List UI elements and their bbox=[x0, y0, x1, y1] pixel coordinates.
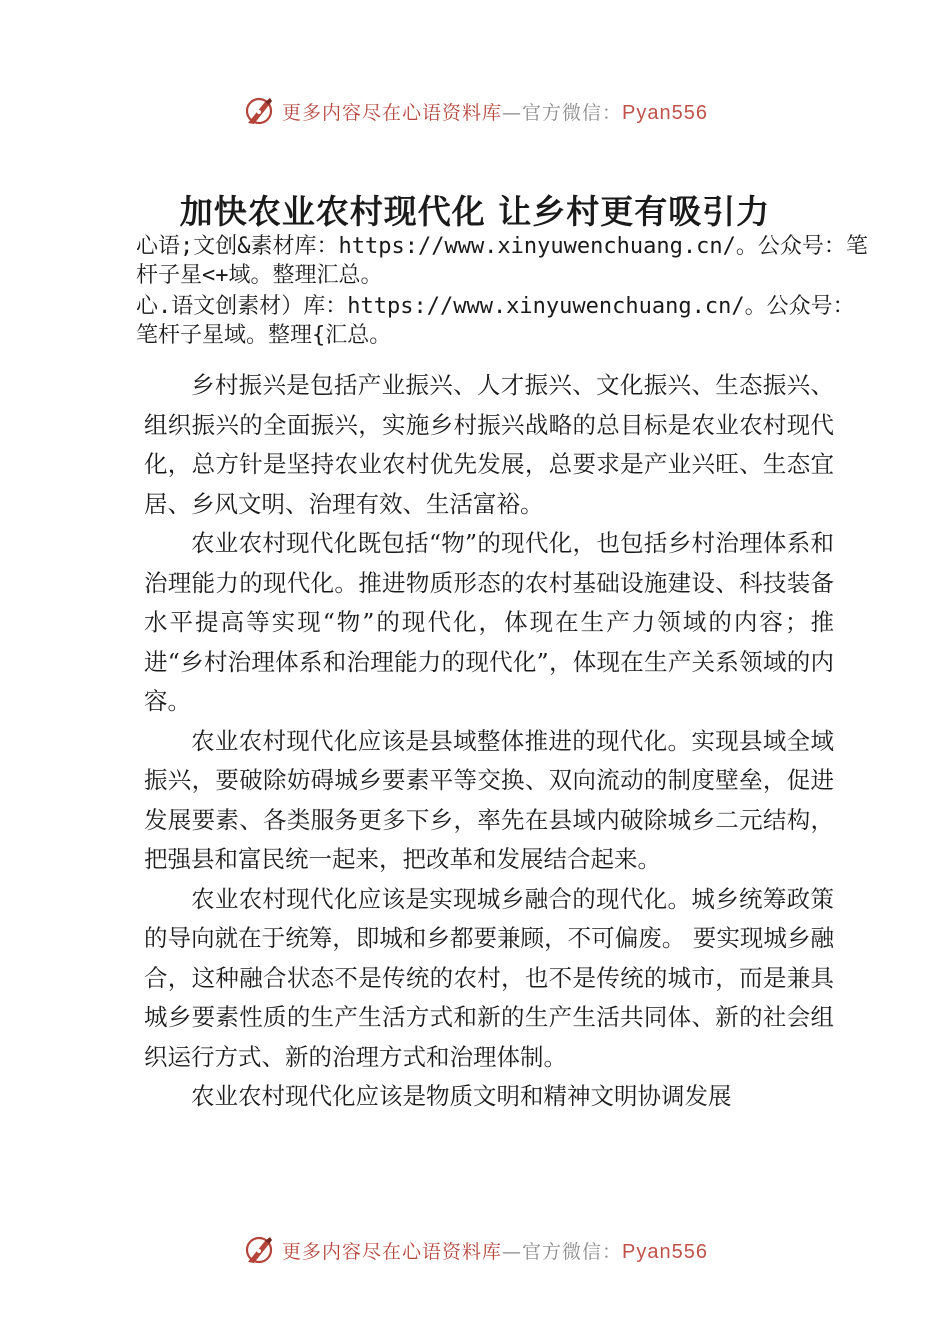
body-paragraph: 农业农村现代化应该是实现城乡融合的现代化。城乡统筹政策的导向就在于统筹，即城和乡都要兼顾，不可偏废。 要实现城乡融合，这种融合状态不是传统的农村，也不是传统的城市，而是兼具城乡要素性质的生产生活方式和新的生产生活共同体、新的社会组织运行方式、新的治理方式和治理体制。 bbox=[144, 884, 834, 1071]
pen-nib-circle-icon bbox=[242, 94, 276, 128]
banner-separator: — bbox=[502, 101, 523, 124]
document-body bbox=[144, 366, 834, 1117]
banner-wechat-label: 官方微信： bbox=[522, 1240, 623, 1263]
body-paragraph: 农业农村现代化既包括“物”的现代化，也包括乡村治理体系和治理能力的现代化。推进物质形态的农村基础设施建设、科技装备水平提高等实现“物”的现代化，体现在生产力领域的内容；推进“乡村治理体系和治理能力的现代化”，体现在生产关系领域的内容。 bbox=[144, 529, 834, 715]
footer-banner bbox=[0, 1233, 950, 1267]
banner-wechat-label: 官方微信： bbox=[522, 101, 623, 124]
banner-text bbox=[282, 98, 708, 125]
banner-text bbox=[282, 1237, 708, 1264]
body-paragraph: 乡村振兴是包括产业振兴、人才振兴、文化振兴、生态振兴、组织振兴的全面振兴，实施乡村振兴战略的总目标是农业农村现代化，总方针是坚持农业农村优先发展，总要求是产业兴旺、生态宜居、乡风文明、治理有效、生活富裕。 bbox=[144, 371, 834, 518]
document-title: 加快农业农村现代化 让乡村更有吸引力 bbox=[179, 192, 771, 231]
banner-slogan: 更多内容尽在心语资料库 bbox=[282, 1240, 503, 1263]
source-line-2: 心.语文创素材）库：https://www.xinyuwenchuang.cn/。公众号：笔杆子星域。整理{汇总。 bbox=[136, 294, 855, 348]
banner-separator: — bbox=[502, 1240, 523, 1263]
body-paragraph: 农业农村现代化应该是县域整体推进的现代化。实现县域全域振兴，要破除妨碍城乡要素平等交换、双向流动的制度壁垒，促进发展要素、各类服务更多下乡，率先在县域内破除城乡二元结构，把强县和富民统一起来，把改革和发展结合起来。 bbox=[144, 726, 834, 873]
banner-wechat-id: Pyan556 bbox=[622, 101, 708, 124]
banner-wechat-id: Pyan556 bbox=[622, 1240, 708, 1263]
header-banner bbox=[0, 94, 950, 128]
body-paragraph: 农业农村现代化应该是物质文明和精神文明协调发展 bbox=[191, 1082, 732, 1110]
banner-slogan: 更多内容尽在心语资料库 bbox=[282, 101, 503, 124]
pen-nib-circle-icon bbox=[242, 1233, 276, 1267]
source-line-1: 心语;文创&素材库：https://www.xinyuwenchuang.cn/。公众号：笔杆子星<+域。整理汇总。 bbox=[136, 234, 868, 288]
